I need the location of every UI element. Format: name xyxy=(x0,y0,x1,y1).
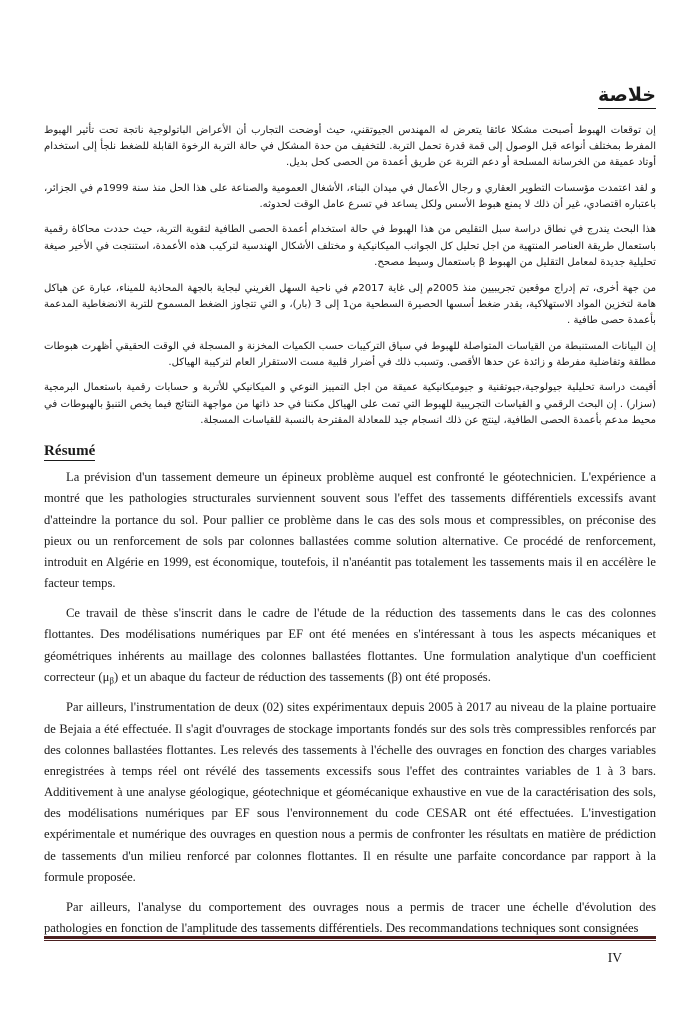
arabic-paragraph: أقيمت دراسة تحليلية جيولوجية،جيوتقنية و جيوميكانيكية عميقة من اجل التمييز النوعي و الميكانيكي للأتربة و حسابات رقمية باستعمال البرمجية (سزار) . إن البحث الرقمي و القياسات التجريبية للهبوط التي تمت على الهياكل مكننا في حد ذاتها من مواجهة النتائج فيما يخص التنبؤ بالهبوطات في محيط مدعم بأعمدة الحصى الطافية، لينتج عن ذلك انسجام جيد للمعادلة المقترحة بالنسبة للقياسات المسجلة. xyxy=(44,382,656,426)
french-paragraph xyxy=(44,603,656,688)
french-paragraph-lead: Ce travail de thèse s'inscrit dans le cadre de l'étude de la réduction des tassements dans le cas des colonnes flottantes. Des modélisations numériques par EF ont été menées en s'intéressant à tous les aspects mécaniques et géométriques inhérents au maillage des colonnes ballastées flottantes. Une formulation analytique d'un coefficient correcteur (μ xyxy=(44,606,656,684)
french-abstract-section xyxy=(44,443,656,939)
arabic-paragraph: إن توقعات الهبوط أصبحت مشكلا عائقا يتعرض له المهندس الجيوتقني، حيث أوضحت التجارب أن الأعراض الباتولوجية ناتجة تحت تأثير الهبوط المفرط بمختلف أنواعه قبل الوصول إلى قمة قدرة تحمل التربة. للتخفيف من حدة المشكل في حالة التربة الرخوة القابلة للضغط نلجأ إلى استخدام أوتاد عميقة من الخرسانة المسلحة أو دعم التربة عن طريق أعمدة من الحصى كحل بديل. xyxy=(44,124,656,169)
french-paragraph: Par ailleurs, l'instrumentation de deux (02) sites expérimentaux depuis 2005 à 2017 au niveau de la plaine portuaire de Bejaia a été effectuée. Il s'agit d'ouvrages de stockage importants fondés sur des sols très compressibles renforcés par des colonnes ballastées flottantes. Les relevés des tassements à l'échelle des ouvrages en fonction des charges variables enregistrées à temps réel ont révélé des tassements excessifs sous l'effet des contraintes variables de 1 à 3 bars. Additivement à une analyse géologique, géotechnique et géomécanique exhaustive en vue de la caractérisation des sols, des modélisations numériques par EF sous l'environnement du code CESAR ont été effectuées. L'investigation expérimentale et numérique des ouvrages en question nous a permis de confronter les résultats en matière de prédiction de tassements d'un milieu renforcé par colonnes flottantes. Il en résulte une parfaite concordance par rapport à la formule proposée. xyxy=(44,700,656,884)
french-paragraph: Par ailleurs, l'analyse du comportement des ouvrages nous a permis de tracer une échelle d'évolution des pathologies en fonction de l'amplitude des tassements différentiels. Des recommandations techniques sont consignées xyxy=(44,899,656,935)
french-abstract-heading-text: Résumé xyxy=(44,443,96,460)
french-paragraph: La prévision d'un tassement demeure un épineux problème auquel est confronté le géotechnicien. L'expérience a montré que les pathologies structurales surviennent souvent sous l'effet des tassements différentiels excessifs avant d'atteindre la portance du sol. Pour pallier ce problème dans le cas des sols mous et compressibles, on préconise des pieux ou un renforcement de sols par colonnes ballastées comme solution alternative. Ce procédé de renforcement, introduit en Algérie en 1999, est économique, toutefois, il n'anéantit pas totalement les tassements mais il en accélère le facteur temps. xyxy=(44,470,656,591)
arabic-paragraph: إن البيانات المستنبطة من القياسات المتواصلة للهبوط في سياق التركيبات حسب الكميات المخزنة و المسجلة في الوقت الحقيقي أظهرت هبوطات مطلقة وتفاضلية مفرطة و زائدة عن حدها الأقصى. وتسبب ذلك في أضرار قلبية مست الاستقرار العام لتركيبة الهياكل. xyxy=(44,340,656,368)
arabic-abstract-heading xyxy=(44,84,656,109)
arabic-paragraph: و لقد اعتمدت مؤسسات التطوير العقاري و رجال الأعمال في ميدان البناء، الأشغال العمومية والصناعة على هذا الحل منذ سنة 1999م في الجزائر، باعتباره اقتصادي، غير أن ذلك لا يمنع هبوط الأسس ولكل يساعد في تسرع عامل الوقت لحدوثه. xyxy=(44,182,657,211)
page-content xyxy=(44,84,656,948)
page-footer xyxy=(44,936,656,966)
arabic-paragraph: من جهة أخرى، تم إدراج موقعين تجريبيين منذ 2005م إلى غاية 2017م في ناحية السهل الغريني لبجاية بالجهة المحاذية للميناء، عبارة عن هياكل هامة لتخزين المواد الاستهلاكية، يقدر ضغط أسسها الحصيرة السطحية من1 إلى 3 (بار)، و التي تتجاوز الضغط المسموح للتربة الانضغاطية المدعمة بأعمدة حصى طافية . xyxy=(44,282,656,327)
arabic-abstract-heading-text: خلاصة xyxy=(598,84,656,109)
beta-subscript: β xyxy=(109,675,114,686)
footer-rule-thin xyxy=(44,940,656,941)
french-paragraph-tail: ) et un abaque du facteur de réduction des tassements (β) ont été proposés. xyxy=(113,669,491,684)
arabic-abstract-section xyxy=(44,84,656,429)
french-abstract-heading xyxy=(44,443,656,460)
page-number: IV xyxy=(607,950,622,965)
arabic-paragraph: هذا البحث يندرج في نطاق دراسة سبل التقليص من هذا الهبوط في حالة استخدام أعمدة الحصى الطافية لتقوية التربة، حيث حددت محاكاة رقمية باستعمال طريقة العناصر المنتهية من اجل تحليل كل الجوانب الميكانيكية و مختلف الأشكال الهندسية لتركيب هذه الأعمدة، استنتجت في الأخير صيغة تحليلية جديدة لمعامل التقليل من الهبوط β باستعمال وسيط مصحح. xyxy=(44,224,656,269)
